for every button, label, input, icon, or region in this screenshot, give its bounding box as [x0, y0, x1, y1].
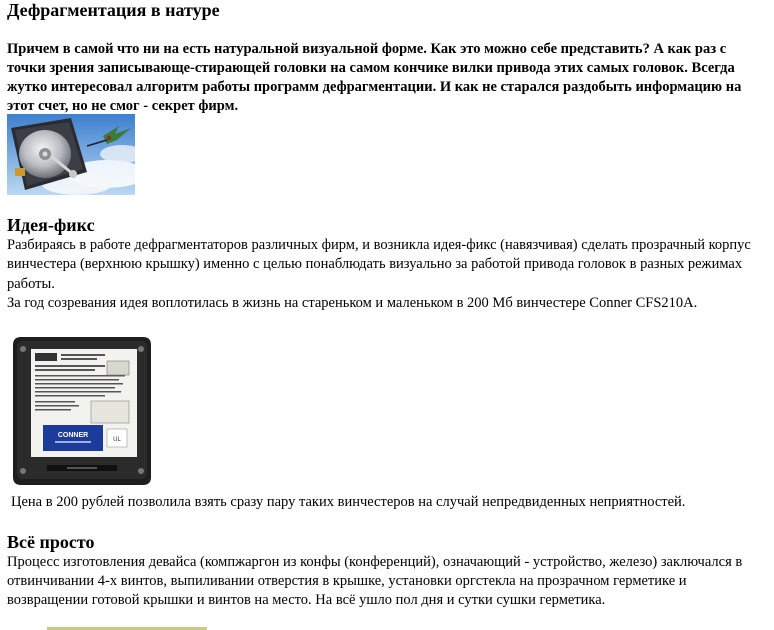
conner-hard-drive-image — [7, 331, 155, 488]
section-title-simple: Всё просто — [7, 532, 95, 552]
svg-text:UL: UL — [113, 437, 121, 443]
idea-paragraph-1: Разбираясь в работе дефрагментаторов различных фирм, и возникла идея-фикс (навязчивая) сделать прозрачный корпус винчестера (верхнюю крышку) именно с целью понаблюдать визуально за работой привода головок в разных режимах работы. — [7, 237, 751, 292]
drive-brand-label: CONNER — [57, 432, 89, 439]
simple-paragraph: Процесс изготовления девайса (компжаргон из конфы (конференций), означающий - устройство, железо) заключался в отвинчивании 4-х винтов, выпиливании отверстия в крышке, установки оргстекла на прозрачном герметике и возвращении готовой крышки и винтов на место. На всё ушло пол дня и сутки сушки герметика. — [7, 554, 743, 608]
idea-paragraph-2: За год созревания идея воплотилась в жизнь на стареньком и маленьком в 200 Мб винчестере Conner CFS210A. — [7, 294, 698, 311]
section-title-defrag: Дефрагментация в натуре — [7, 0, 220, 20]
idea-text — [7, 236, 767, 313]
image-caption: Цена в 200 рублей позволила взять сразу пару таких винчестеров на случай непредвиденных неприятностей. — [11, 494, 686, 510]
lead-paragraph: Причем в самой что ни на есть натуральной визуальной форме. Как это можно себе представить? А как раз с точки зрения записывающе-стирающей головки на самом кончике вилки привода этих самых головок. Всегда жутко интересовал алгоритм работы программ дефрагментации. И как не старался раздобыть информацию на этот счет, но не смог - секрет фирм. — [7, 41, 742, 114]
section-title-idea: Идея-фикс — [7, 215, 95, 235]
hard-drive-hummingbird-image — [7, 114, 135, 195]
